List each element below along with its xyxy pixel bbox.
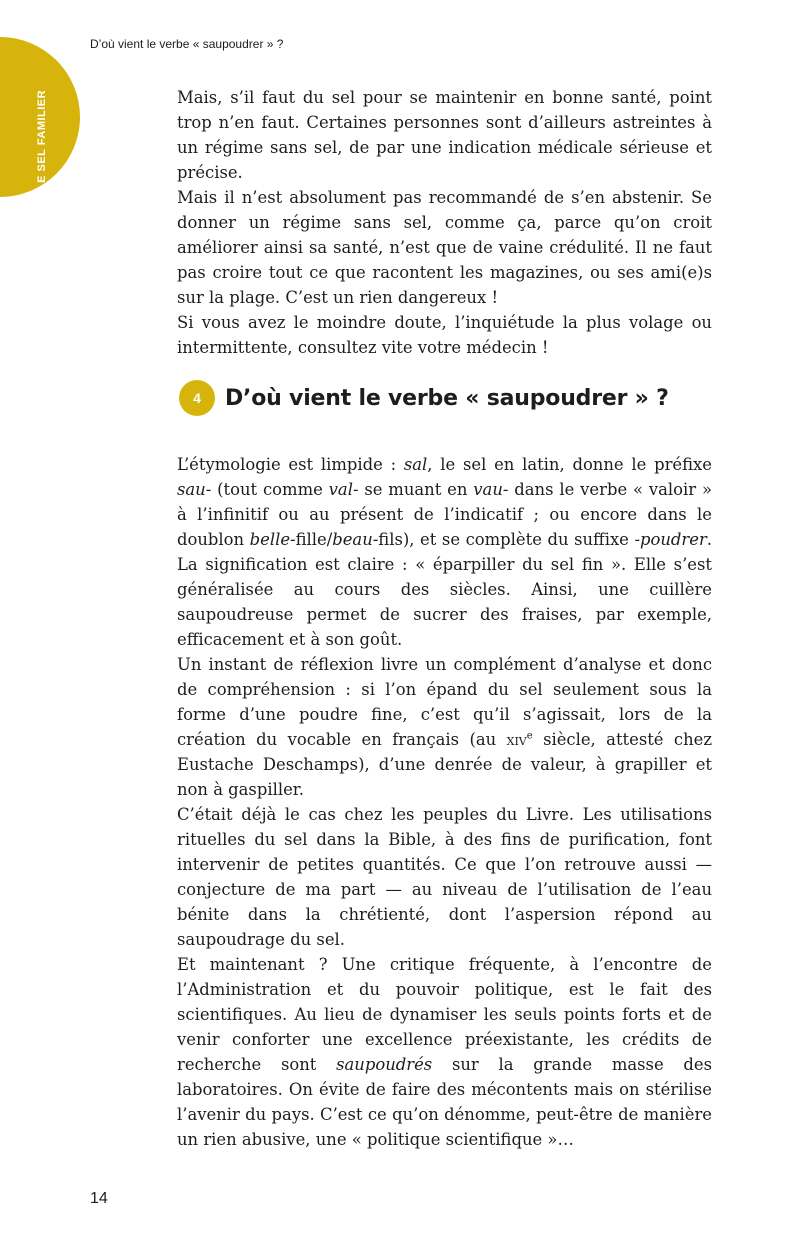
intro-paragraph-2: Mais il n’est absolument pas recommandé de s’en abstenir. Se donner un régime sans sel, comme ça, parce qu’on croit améliorer ainsi sa santé, n’est que de vaine crédulité. Il ne faut pas croire tout ce que racontent les magazines, ou ses ami(e)s sur la plage. C’est un rien dangereux !	[177, 188, 712, 307]
page-content	[177, 85, 712, 1152]
chapter-tab-label: LE SEL FAMILIER	[36, 89, 49, 191]
body-paragraph-1: L’étymologie est limpide : sal, le sel en latin, donne le préfixe sau- (tout comme val- se muant en vau- dans le verbe « valoir » à l’infinitif ou au présent de l’indicatif ; ou encore dans le doublon belle-fille/beau-fils), et se complète du suffixe -poudrer. La signification est claire : « éparpiller du sel fin ». Elle s’est généralisée au cours des siècles. Ainsi, une cuillère saupoudreuse permet de sucrer des fraises, par exemple, efficacement et à son goût.	[177, 455, 713, 649]
running-title: D’où vient le verbe « saupoudrer » ?	[90, 37, 284, 51]
section-heading	[179, 378, 712, 418]
body-paragraph-2: Un instant de réflexion livre un complément d’analyse et donc de compréhension : si l’on épand du sel seulement sous la forme d’une poudre fine, c’est qu’il s’agissait, lors de la création du vocable en français (au xiv$^e$ siècle, attesté chez Eustache Deschamps), d’une denrée de valeur, à grapiller et non à gaspiller.	[177, 655, 712, 799]
section-title: D’où vient le verbe « saupoudrer » ?	[225, 385, 669, 411]
intro-paragraph-1: Mais, s’il faut du sel pour se maintenir en bonne santé, point trop n’en faut. Certaines personnes sont d’ailleurs astreintes à un régime sans sel, de par une indication médicale sérieuse et précise.	[177, 88, 712, 182]
page-number: 14	[90, 1190, 108, 1207]
intro-paragraph-3: Si vous avez le moindre doute, l’inquiétude la plus volage ou intermittente, consultez vite votre médecin !	[177, 313, 712, 357]
section-number-badge: 4	[179, 380, 215, 416]
body-paragraph-4: Et maintenant ? Une critique fréquente, à l’encontre de l’Administration et du pouvoir politique, est le fait des scientifiques. Au lieu de dynamiser les seuls points forts et de venir conforter une excellence préexistante, les crédits de recherche sont saupoudrés sur la grande masse des laboratoires. On évite de faire des mécontents mais on stérilise l’avenir du pays. C’est ce qu’on dénomme, peut-être de manière un rien abusive, une « politique scientifique »…	[177, 955, 712, 1149]
body-paragraph-3: C’était déjà le cas chez les peuples du Livre. Les utilisations rituelles du sel dans la Bible, à des fins de purification, font intervenir de petites quantités. Ce que l’on retrouve aussi — conjecture de ma part — au niveau de l’utilisation de l’eau bénite dans la chrétienté, dont l’aspersion répond au saupoudrage du sel.	[177, 805, 712, 949]
